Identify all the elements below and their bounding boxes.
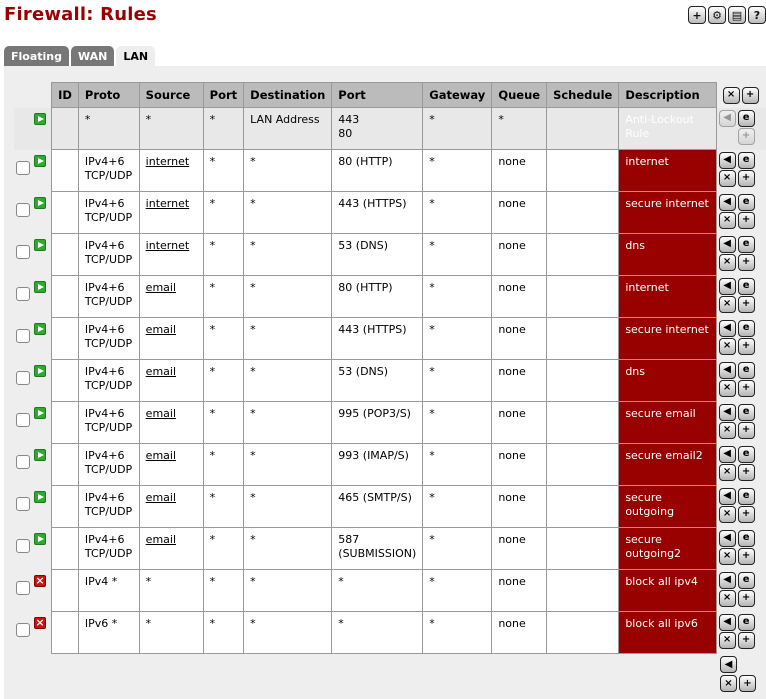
- cell-source-port: *: [203, 612, 244, 654]
- top-toolbar: [688, 6, 766, 24]
- cell-id: [52, 318, 79, 360]
- row-checkbox[interactable]: [16, 245, 30, 259]
- cell-source: [139, 360, 203, 402]
- cell-gateway: *: [423, 234, 492, 276]
- move-icon[interactable]: ◀: [719, 614, 736, 631]
- cell-destination: *: [244, 570, 332, 612]
- cell-id: [52, 108, 79, 150]
- row-select-cell: [14, 150, 52, 192]
- table-row[interactable]: [14, 276, 766, 318]
- source-alias[interactable]: email: [145, 491, 177, 504]
- cell-source: [139, 612, 203, 654]
- row-actions: [716, 234, 766, 276]
- cell-gateway: *: [423, 150, 492, 192]
- cell-queue: none: [492, 612, 547, 654]
- cell-description: secure email: [619, 402, 716, 444]
- cell-proto: IPv4+6 TCP/UDP: [78, 318, 139, 360]
- tab-lan[interactable]: LAN: [116, 46, 155, 67]
- pass-icon[interactable]: [34, 281, 46, 293]
- cell-destination: *: [244, 360, 332, 402]
- cell-source: [139, 528, 203, 570]
- cell-source: [139, 318, 203, 360]
- move-icon[interactable]: ◀: [719, 320, 736, 337]
- help-icon[interactable]: ?: [748, 6, 766, 24]
- col-description: Description: [619, 83, 716, 108]
- tab-wan[interactable]: WAN: [71, 46, 114, 66]
- col-source-port: Port: [203, 83, 244, 108]
- add-copy-icon[interactable]: +: [738, 422, 755, 439]
- cell-queue: none: [492, 276, 547, 318]
- settings-icon[interactable]: ⚙: [708, 6, 726, 24]
- cell-gateway: *: [423, 612, 492, 654]
- cell-queue: none: [492, 360, 547, 402]
- delete-icon[interactable]: ×: [719, 548, 736, 565]
- move-selected-icon[interactable]: ◀: [720, 656, 737, 673]
- cell-source-port: *: [203, 360, 244, 402]
- cell-gateway: *: [423, 402, 492, 444]
- col-proto: Proto: [78, 83, 139, 108]
- cell-queue: none: [492, 486, 547, 528]
- cell-proto: IPv4+6 TCP/UDP: [78, 528, 139, 570]
- cell-description: block all ipv4: [619, 570, 716, 612]
- cell-destination: LAN Address: [244, 108, 332, 150]
- add-copy-icon[interactable]: +: [738, 464, 755, 481]
- col-destination: Destination: [244, 83, 332, 108]
- delete-icon[interactable]: ×: [719, 338, 736, 355]
- delete-icon[interactable]: ×: [719, 254, 736, 271]
- table-row[interactable]: [14, 612, 766, 654]
- source-alias[interactable]: email: [145, 323, 177, 336]
- row-select-cell: [14, 486, 52, 528]
- move-icon[interactable]: ◀: [719, 152, 736, 169]
- col-dest-port: Port: [332, 83, 423, 108]
- cell-dest-port: 53 (DNS): [332, 234, 423, 276]
- cell-source: [139, 276, 203, 318]
- table-row[interactable]: [14, 570, 766, 612]
- header-blank: [14, 83, 52, 108]
- copy-icon: +: [738, 128, 755, 145]
- cell-gateway: *: [423, 486, 492, 528]
- cell-id: [52, 192, 79, 234]
- row-checkbox[interactable]: [16, 413, 30, 427]
- delete-icon[interactable]: ×: [719, 590, 736, 607]
- edit-icon[interactable]: e: [738, 572, 755, 589]
- row-actions: [716, 612, 766, 654]
- add-copy-icon[interactable]: +: [738, 170, 755, 187]
- row-select-cell: [14, 360, 52, 402]
- row-select-cell: [14, 612, 52, 654]
- cell-source: [139, 486, 203, 528]
- move-icon[interactable]: ◀: [719, 194, 736, 211]
- cell-destination: *: [244, 486, 332, 528]
- cell-id: [52, 570, 79, 612]
- edit-icon[interactable]: e: [738, 236, 755, 253]
- cell-dest-port: 587 (SUBMISSION): [332, 528, 423, 570]
- cell-id: [52, 612, 79, 654]
- source-alias[interactable]: email: [145, 533, 177, 546]
- pass-icon[interactable]: [34, 239, 46, 251]
- cell-proto: IPv4+6 TCP/UDP: [78, 402, 139, 444]
- row-checkbox[interactable]: [16, 287, 30, 301]
- cell-id: [52, 150, 79, 192]
- cell-id: [52, 528, 79, 570]
- cell-dest-port: 443 (HTTPS): [332, 318, 423, 360]
- pass-icon[interactable]: [34, 113, 46, 125]
- cell-proto: *: [78, 108, 139, 150]
- table-header: [14, 83, 766, 108]
- cell-dest-port: *: [332, 570, 423, 612]
- tab-floating[interactable]: Floating: [4, 46, 69, 66]
- add-copy-icon[interactable]: +: [738, 632, 755, 649]
- cell-queue: none: [492, 528, 547, 570]
- move-icon[interactable]: ◀: [719, 572, 736, 589]
- cell-queue: *: [492, 108, 547, 150]
- pass-icon[interactable]: [34, 155, 46, 167]
- cell-proto: IPv4+6 TCP/UDP: [78, 276, 139, 318]
- col-queue: Queue: [492, 83, 547, 108]
- delete-icon[interactable]: ×: [719, 506, 736, 523]
- cell-destination: *: [244, 528, 332, 570]
- delete-icon[interactable]: ×: [719, 296, 736, 313]
- cell-destination: *: [244, 318, 332, 360]
- cell-proto: IPv4+6 TCP/UDP: [78, 150, 139, 192]
- row-select-cell: [14, 108, 52, 150]
- row-actions: [716, 150, 766, 192]
- cell-destination: *: [244, 402, 332, 444]
- row-actions: [716, 276, 766, 318]
- row-select-cell: [14, 276, 52, 318]
- row-actions: [716, 570, 766, 612]
- cell-source-port: *: [203, 528, 244, 570]
- table-row[interactable]: [14, 486, 766, 528]
- col-gateway: Gateway: [423, 83, 492, 108]
- cell-gateway: *: [423, 318, 492, 360]
- delete-selected-bottom-icon[interactable]: ×: [720, 675, 737, 692]
- cell-schedule: [547, 360, 619, 402]
- add-copy-icon[interactable]: +: [738, 380, 755, 397]
- row-checkbox[interactable]: [16, 161, 30, 175]
- row-actions: [716, 486, 766, 528]
- move-icon[interactable]: ◀: [719, 488, 736, 505]
- row-checkbox[interactable]: [16, 329, 30, 343]
- cell-description: secure outgoing2: [619, 528, 716, 570]
- edit-icon[interactable]: e: [738, 194, 755, 211]
- row-actions: [716, 108, 766, 150]
- cell-gateway: *: [423, 192, 492, 234]
- source-alias: *: [145, 113, 152, 126]
- block-icon[interactable]: [34, 575, 46, 587]
- source-alias: *: [145, 617, 152, 630]
- cell-schedule: [547, 570, 619, 612]
- rules-table: [14, 82, 766, 654]
- cell-description: Anti-Lockout Rule: [619, 108, 716, 150]
- cell-source-port: *: [203, 402, 244, 444]
- cell-description: internet: [619, 150, 716, 192]
- table-row[interactable]: [14, 108, 766, 150]
- block-icon[interactable]: [34, 617, 46, 629]
- delete-icon[interactable]: ×: [719, 422, 736, 439]
- row-select-cell: [14, 192, 52, 234]
- pass-icon[interactable]: [34, 197, 46, 209]
- cell-schedule: [547, 276, 619, 318]
- cell-proto: IPv4+6 TCP/UDP: [78, 486, 139, 528]
- cell-destination: *: [244, 612, 332, 654]
- cell-description: dns: [619, 234, 716, 276]
- cell-source: [139, 402, 203, 444]
- pass-icon[interactable]: [34, 533, 46, 545]
- move-icon: ◀: [719, 110, 736, 127]
- cell-proto: IPv6 *: [78, 612, 139, 654]
- cell-schedule: [547, 444, 619, 486]
- col-schedule: Schedule: [547, 83, 619, 108]
- source-alias[interactable]: email: [145, 365, 177, 378]
- move-icon[interactable]: ◀: [719, 278, 736, 295]
- add-copy-icon[interactable]: +: [738, 296, 755, 313]
- move-icon[interactable]: ◀: [719, 362, 736, 379]
- page-title: Firewall: Rules: [4, 4, 157, 25]
- cell-gateway: *: [423, 444, 492, 486]
- cell-description: block all ipv6: [619, 612, 716, 654]
- cell-source-port: *: [203, 486, 244, 528]
- edit-icon[interactable]: e: [738, 530, 755, 547]
- cell-source-port: *: [203, 234, 244, 276]
- row-select-cell: [14, 402, 52, 444]
- row-actions: [716, 192, 766, 234]
- cell-proto: IPv4+6 TCP/UDP: [78, 234, 139, 276]
- cell-dest-port: *: [332, 612, 423, 654]
- cell-description: dns: [619, 360, 716, 402]
- row-checkbox[interactable]: [16, 581, 30, 595]
- row-select-cell: [14, 318, 52, 360]
- row-actions: [716, 360, 766, 402]
- add-copy-icon[interactable]: +: [738, 506, 755, 523]
- row-select-cell: [14, 234, 52, 276]
- cell-source: [139, 108, 203, 150]
- cell-queue: none: [492, 150, 547, 192]
- cell-proto: IPv4+6 TCP/UDP: [78, 360, 139, 402]
- table-row[interactable]: [14, 360, 766, 402]
- pass-icon[interactable]: [34, 491, 46, 503]
- source-alias: *: [145, 575, 152, 588]
- cell-source-port: *: [203, 192, 244, 234]
- row-actions: [716, 444, 766, 486]
- table-row[interactable]: [14, 150, 766, 192]
- cell-schedule: [547, 486, 619, 528]
- cell-id: [52, 360, 79, 402]
- cell-source-port: *: [203, 570, 244, 612]
- cell-dest-port: 443 80: [332, 108, 423, 150]
- table-row[interactable]: [14, 192, 766, 234]
- cell-gateway: *: [423, 528, 492, 570]
- row-actions: [716, 528, 766, 570]
- bottom-actions: [720, 656, 757, 692]
- edit-icon[interactable]: e: [738, 488, 755, 505]
- header-actions: [716, 83, 766, 108]
- cell-description: secure internet: [619, 192, 716, 234]
- add-copy-icon[interactable]: +: [738, 254, 755, 271]
- edit-icon[interactable]: e: [738, 152, 755, 169]
- source-alias[interactable]: internet: [145, 197, 190, 210]
- cell-source-port: *: [203, 150, 244, 192]
- cell-source-port: *: [203, 276, 244, 318]
- source-alias[interactable]: internet: [145, 155, 190, 168]
- add-copy-icon[interactable]: +: [738, 548, 755, 565]
- edit-icon[interactable]: e: [738, 362, 755, 379]
- edit-icon[interactable]: e: [738, 320, 755, 337]
- cell-dest-port: 465 (SMTP/S): [332, 486, 423, 528]
- table-row[interactable]: [14, 234, 766, 276]
- cell-schedule: [547, 192, 619, 234]
- row-select-cell: [14, 444, 52, 486]
- row-checkbox[interactable]: [16, 623, 30, 637]
- pass-icon[interactable]: [34, 323, 46, 335]
- cell-description: internet: [619, 276, 716, 318]
- cell-queue: none: [492, 192, 547, 234]
- cell-queue: none: [492, 234, 547, 276]
- move-icon[interactable]: ◀: [719, 446, 736, 463]
- cell-destination: *: [244, 276, 332, 318]
- cell-schedule: [547, 612, 619, 654]
- cell-dest-port: 80 (HTTP): [332, 276, 423, 318]
- cell-source: [139, 234, 203, 276]
- cell-gateway: *: [423, 108, 492, 150]
- col-source: Source: [139, 83, 203, 108]
- cell-source: [139, 570, 203, 612]
- edit-icon[interactable]: e: [738, 278, 755, 295]
- cell-proto: IPv4+6 TCP/UDP: [78, 192, 139, 234]
- move-icon[interactable]: ◀: [719, 404, 736, 421]
- cell-dest-port: 995 (POP3/S): [332, 402, 423, 444]
- source-alias[interactable]: email: [145, 449, 177, 462]
- table-row[interactable]: [14, 528, 766, 570]
- cell-dest-port: 53 (DNS): [332, 360, 423, 402]
- log-icon[interactable]: ▤: [728, 6, 746, 24]
- edit-icon[interactable]: e: [738, 110, 755, 127]
- edit-icon[interactable]: e: [738, 446, 755, 463]
- move-icon[interactable]: ◀: [719, 530, 736, 547]
- edit-icon[interactable]: e: [738, 614, 755, 631]
- col-id: ID: [52, 83, 79, 108]
- delete-icon[interactable]: ×: [719, 632, 736, 649]
- cell-description: secure outgoing: [619, 486, 716, 528]
- cell-id: [52, 234, 79, 276]
- cell-schedule: [547, 234, 619, 276]
- row-select-cell: [14, 528, 52, 570]
- cell-id: [52, 444, 79, 486]
- rules-panel: [4, 66, 766, 699]
- cell-dest-port: 80 (HTTP): [332, 150, 423, 192]
- delete-icon[interactable]: ×: [719, 464, 736, 481]
- row-checkbox[interactable]: [16, 203, 30, 217]
- edit-icon[interactable]: e: [738, 404, 755, 421]
- cell-source: [139, 192, 203, 234]
- cell-description: secure internet: [619, 318, 716, 360]
- row-checkbox[interactable]: [16, 539, 30, 553]
- row-select-cell: [14, 570, 52, 612]
- cell-gateway: *: [423, 276, 492, 318]
- cell-destination: *: [244, 192, 332, 234]
- cell-queue: none: [492, 318, 547, 360]
- delete-icon[interactable]: ×: [719, 380, 736, 397]
- pass-icon[interactable]: [34, 449, 46, 461]
- cell-schedule: [547, 528, 619, 570]
- row-actions: [716, 402, 766, 444]
- cell-id: [52, 276, 79, 318]
- cell-schedule: [547, 150, 619, 192]
- add-copy-icon[interactable]: +: [738, 590, 755, 607]
- source-alias[interactable]: internet: [145, 239, 190, 252]
- source-alias[interactable]: email: [145, 407, 177, 420]
- cell-destination: *: [244, 234, 332, 276]
- row-checkbox[interactable]: [16, 497, 30, 511]
- add-copy-icon[interactable]: +: [738, 212, 755, 229]
- table-row[interactable]: [14, 444, 766, 486]
- row-checkbox[interactable]: [16, 371, 30, 385]
- row-actions: [716, 318, 766, 360]
- pass-icon[interactable]: [34, 407, 46, 419]
- move-icon[interactable]: ◀: [719, 236, 736, 253]
- delete-selected-icon[interactable]: ×: [723, 87, 740, 104]
- interface-tabs: [4, 46, 155, 67]
- cell-description: secure email2: [619, 444, 716, 486]
- cell-queue: none: [492, 570, 547, 612]
- add-copy-icon[interactable]: +: [738, 338, 755, 355]
- cell-dest-port: 443 (HTTPS): [332, 192, 423, 234]
- cell-gateway: *: [423, 570, 492, 612]
- cell-source-port: *: [203, 444, 244, 486]
- cell-schedule: [547, 402, 619, 444]
- table-row[interactable]: [14, 402, 766, 444]
- cell-id: [52, 486, 79, 528]
- cell-id: [52, 402, 79, 444]
- cell-source-port: *: [203, 108, 244, 150]
- cell-proto: IPv4+6 TCP/UDP: [78, 444, 139, 486]
- pass-icon[interactable]: [34, 365, 46, 377]
- add-rule-bottom-icon[interactable]: +: [739, 675, 756, 692]
- cell-destination: *: [244, 150, 332, 192]
- cell-source: [139, 444, 203, 486]
- source-alias[interactable]: email: [145, 281, 177, 294]
- row-checkbox[interactable]: [16, 455, 30, 469]
- add-rule-icon[interactable]: +: [742, 87, 759, 104]
- cell-gateway: *: [423, 360, 492, 402]
- cell-queue: none: [492, 402, 547, 444]
- cell-proto: IPv4 *: [78, 570, 139, 612]
- cell-schedule: [547, 108, 619, 150]
- delete-icon[interactable]: ×: [719, 212, 736, 229]
- add-icon[interactable]: +: [688, 6, 706, 24]
- table-row[interactable]: [14, 318, 766, 360]
- cell-source-port: *: [203, 318, 244, 360]
- cell-queue: none: [492, 444, 547, 486]
- cell-dest-port: 993 (IMAP/S): [332, 444, 423, 486]
- cell-destination: *: [244, 444, 332, 486]
- delete-icon[interactable]: ×: [719, 170, 736, 187]
- cell-schedule: [547, 318, 619, 360]
- cell-source: [139, 150, 203, 192]
